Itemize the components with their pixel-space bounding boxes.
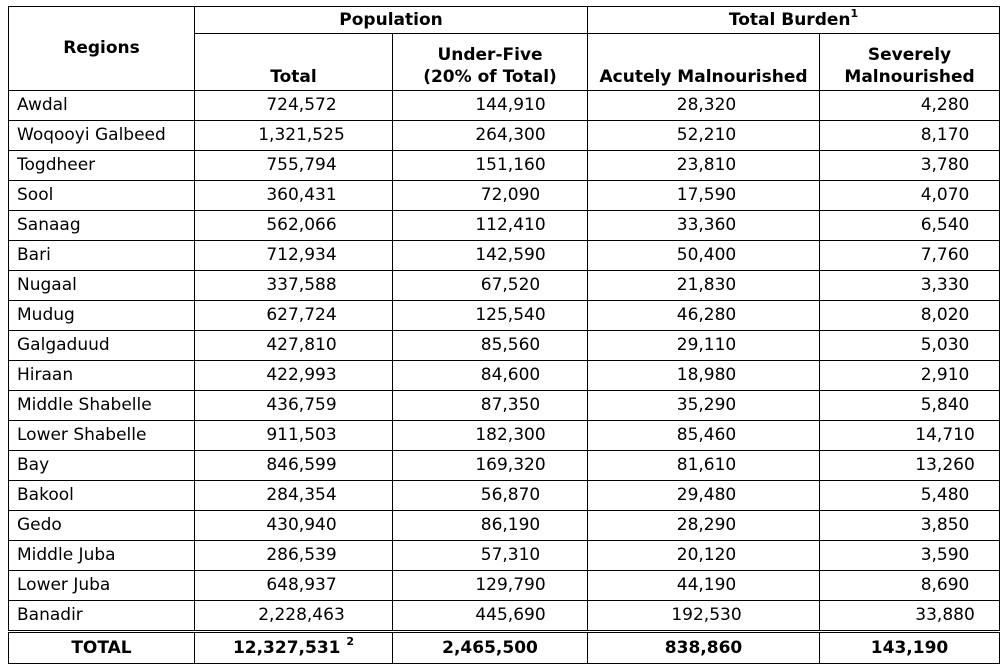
cell-under-five: 125,540 xyxy=(393,301,588,331)
cell-region: Awdal xyxy=(9,91,195,121)
cell-severely-malnourished: 33,880 xyxy=(820,601,1000,632)
table-row xyxy=(9,481,1000,511)
total-population-value: 12,327,531 xyxy=(232,638,341,658)
column-header-total: Total xyxy=(195,34,393,91)
column-group-population: Population xyxy=(195,7,588,34)
cell-acutely-malnourished: 21,830 xyxy=(588,271,820,301)
cell-total: 1,321,525 xyxy=(195,121,393,151)
table-row xyxy=(9,241,1000,271)
cell-acutely-malnourished: 28,290 xyxy=(588,511,820,541)
total-row xyxy=(9,632,1000,664)
cell-severely-malnourished: 8,020 xyxy=(820,301,1000,331)
cell-region: Middle Juba xyxy=(9,541,195,571)
cell-total: 724,572 xyxy=(195,91,393,121)
cell-severely-malnourished: 14,710 xyxy=(820,421,1000,451)
cell-total: 712,934 xyxy=(195,241,393,271)
under-five-line1: Under-Five xyxy=(437,45,543,65)
cell-acutely-malnourished: 52,210 xyxy=(588,121,820,151)
table-row xyxy=(9,361,1000,391)
table-row xyxy=(9,211,1000,241)
cell-under-five: 144,910 xyxy=(393,91,588,121)
cell-acutely-malnourished: 28,320 xyxy=(588,91,820,121)
cell-severely-malnourished: 3,330 xyxy=(820,271,1000,301)
cell-severely-malnourished: 2,910 xyxy=(820,361,1000,391)
cell-under-five: 169,320 xyxy=(393,451,588,481)
cell-acutely-malnourished: 29,110 xyxy=(588,331,820,361)
severely-line1: Severely xyxy=(867,45,952,65)
cell-acutely-malnourished: 23,810 xyxy=(588,151,820,181)
cell-severely-malnourished: 5,030 xyxy=(820,331,1000,361)
total-label: TOTAL xyxy=(9,632,195,664)
cell-total: 427,810 xyxy=(195,331,393,361)
cell-region: Hiraan xyxy=(9,361,195,391)
cell-acutely-malnourished: 20,120 xyxy=(588,541,820,571)
cell-acutely-malnourished: 50,400 xyxy=(588,241,820,271)
table-row xyxy=(9,331,1000,361)
total-severely-malnourished: 143,190 xyxy=(820,632,1000,664)
cell-under-five: 112,410 xyxy=(393,211,588,241)
table-row xyxy=(9,271,1000,301)
cell-region: Togdheer xyxy=(9,151,195,181)
cell-region: Bay xyxy=(9,451,195,481)
cell-under-five: 85,560 xyxy=(393,331,588,361)
cell-severely-malnourished: 8,690 xyxy=(820,571,1000,601)
table-row xyxy=(9,511,1000,541)
malnutrition-burden-table xyxy=(8,6,1000,664)
column-group-total-burden xyxy=(588,7,1000,34)
cell-under-five: 84,600 xyxy=(393,361,588,391)
table-row xyxy=(9,391,1000,421)
total-under-five: 2,465,500 xyxy=(393,632,588,664)
cell-acutely-malnourished: 44,190 xyxy=(588,571,820,601)
cell-under-five: 264,300 xyxy=(393,121,588,151)
table-row xyxy=(9,91,1000,121)
cell-severely-malnourished: 3,590 xyxy=(820,541,1000,571)
cell-total: 337,588 xyxy=(195,271,393,301)
table-row xyxy=(9,151,1000,181)
cell-under-five: 86,190 xyxy=(393,511,588,541)
cell-total: 430,940 xyxy=(195,511,393,541)
cell-total: 284,354 xyxy=(195,481,393,511)
cell-severely-malnourished: 13,260 xyxy=(820,451,1000,481)
cell-total: 436,759 xyxy=(195,391,393,421)
cell-region: Sool xyxy=(9,181,195,211)
cell-acutely-malnourished: 29,480 xyxy=(588,481,820,511)
cell-severely-malnourished: 3,780 xyxy=(820,151,1000,181)
cell-under-five: 142,590 xyxy=(393,241,588,271)
column-header-regions: Regions xyxy=(9,7,195,91)
cell-region: Bakool xyxy=(9,481,195,511)
footnote-marker: 2 xyxy=(346,635,355,649)
cell-total: 562,066 xyxy=(195,211,393,241)
cell-under-five: 57,310 xyxy=(393,541,588,571)
cell-under-five: 87,350 xyxy=(393,391,588,421)
cell-region: Middle Shabelle xyxy=(9,391,195,421)
cell-region: Lower Juba xyxy=(9,571,195,601)
cell-region: Lower Shabelle xyxy=(9,421,195,451)
cell-region: Woqooyi Galbeed xyxy=(9,121,195,151)
cell-region: Sanaag xyxy=(9,211,195,241)
cell-total: 627,724 xyxy=(195,301,393,331)
cell-under-five: 129,790 xyxy=(393,571,588,601)
cell-acutely-malnourished: 85,460 xyxy=(588,421,820,451)
cell-under-five: 67,520 xyxy=(393,271,588,301)
table-row xyxy=(9,541,1000,571)
cell-acutely-malnourished: 33,360 xyxy=(588,211,820,241)
cell-total: 360,431 xyxy=(195,181,393,211)
cell-region: Nugaal xyxy=(9,271,195,301)
table-row xyxy=(9,571,1000,601)
table-row xyxy=(9,421,1000,451)
cell-acutely-malnourished: 17,590 xyxy=(588,181,820,211)
cell-severely-malnourished: 8,170 xyxy=(820,121,1000,151)
cell-under-five: 72,090 xyxy=(393,181,588,211)
cell-total: 2,228,463 xyxy=(195,601,393,632)
cell-severely-malnourished: 5,480 xyxy=(820,481,1000,511)
cell-acutely-malnourished: 192,530 xyxy=(588,601,820,632)
total-population xyxy=(195,632,393,664)
cell-severely-malnourished: 4,280 xyxy=(820,91,1000,121)
total-acutely-malnourished: 838,860 xyxy=(588,632,820,664)
cell-total: 422,993 xyxy=(195,361,393,391)
cell-acutely-malnourished: 81,610 xyxy=(588,451,820,481)
under-five-line2: (20% of Total) xyxy=(423,67,557,87)
table-row xyxy=(9,601,1000,632)
cell-acutely-malnourished: 35,290 xyxy=(588,391,820,421)
cell-region: Bari xyxy=(9,241,195,271)
cell-total: 755,794 xyxy=(195,151,393,181)
cell-severely-malnourished: 7,760 xyxy=(820,241,1000,271)
table-row xyxy=(9,121,1000,151)
table-row xyxy=(9,451,1000,481)
cell-region: Galgaduud xyxy=(9,331,195,361)
cell-acutely-malnourished: 46,280 xyxy=(588,301,820,331)
severely-line2: Malnourished xyxy=(844,67,975,87)
cell-region: Banadir xyxy=(9,601,195,632)
cell-under-five: 445,690 xyxy=(393,601,588,632)
column-header-severely-malnourished xyxy=(820,34,1000,91)
cell-under-five: 182,300 xyxy=(393,421,588,451)
cell-total: 846,599 xyxy=(195,451,393,481)
cell-severely-malnourished: 3,850 xyxy=(820,511,1000,541)
column-header-acutely-malnourished: Acutely Malnourished xyxy=(588,34,820,91)
cell-under-five: 151,160 xyxy=(393,151,588,181)
cell-acutely-malnourished: 18,980 xyxy=(588,361,820,391)
cell-severely-malnourished: 4,070 xyxy=(820,181,1000,211)
cell-region: Mudug xyxy=(9,301,195,331)
column-header-under-five xyxy=(393,34,588,91)
cell-region: Gedo xyxy=(9,511,195,541)
cell-severely-malnourished: 5,840 xyxy=(820,391,1000,421)
table-body xyxy=(9,91,1000,632)
table-row xyxy=(9,301,1000,331)
cell-under-five: 56,870 xyxy=(393,481,588,511)
cell-severely-malnourished: 6,540 xyxy=(820,211,1000,241)
cell-total: 911,503 xyxy=(195,421,393,451)
total-burden-label: Total Burden xyxy=(728,10,851,30)
cell-total: 648,937 xyxy=(195,571,393,601)
table-row xyxy=(9,181,1000,211)
cell-total: 286,539 xyxy=(195,541,393,571)
footnote-marker: 1 xyxy=(850,7,859,21)
